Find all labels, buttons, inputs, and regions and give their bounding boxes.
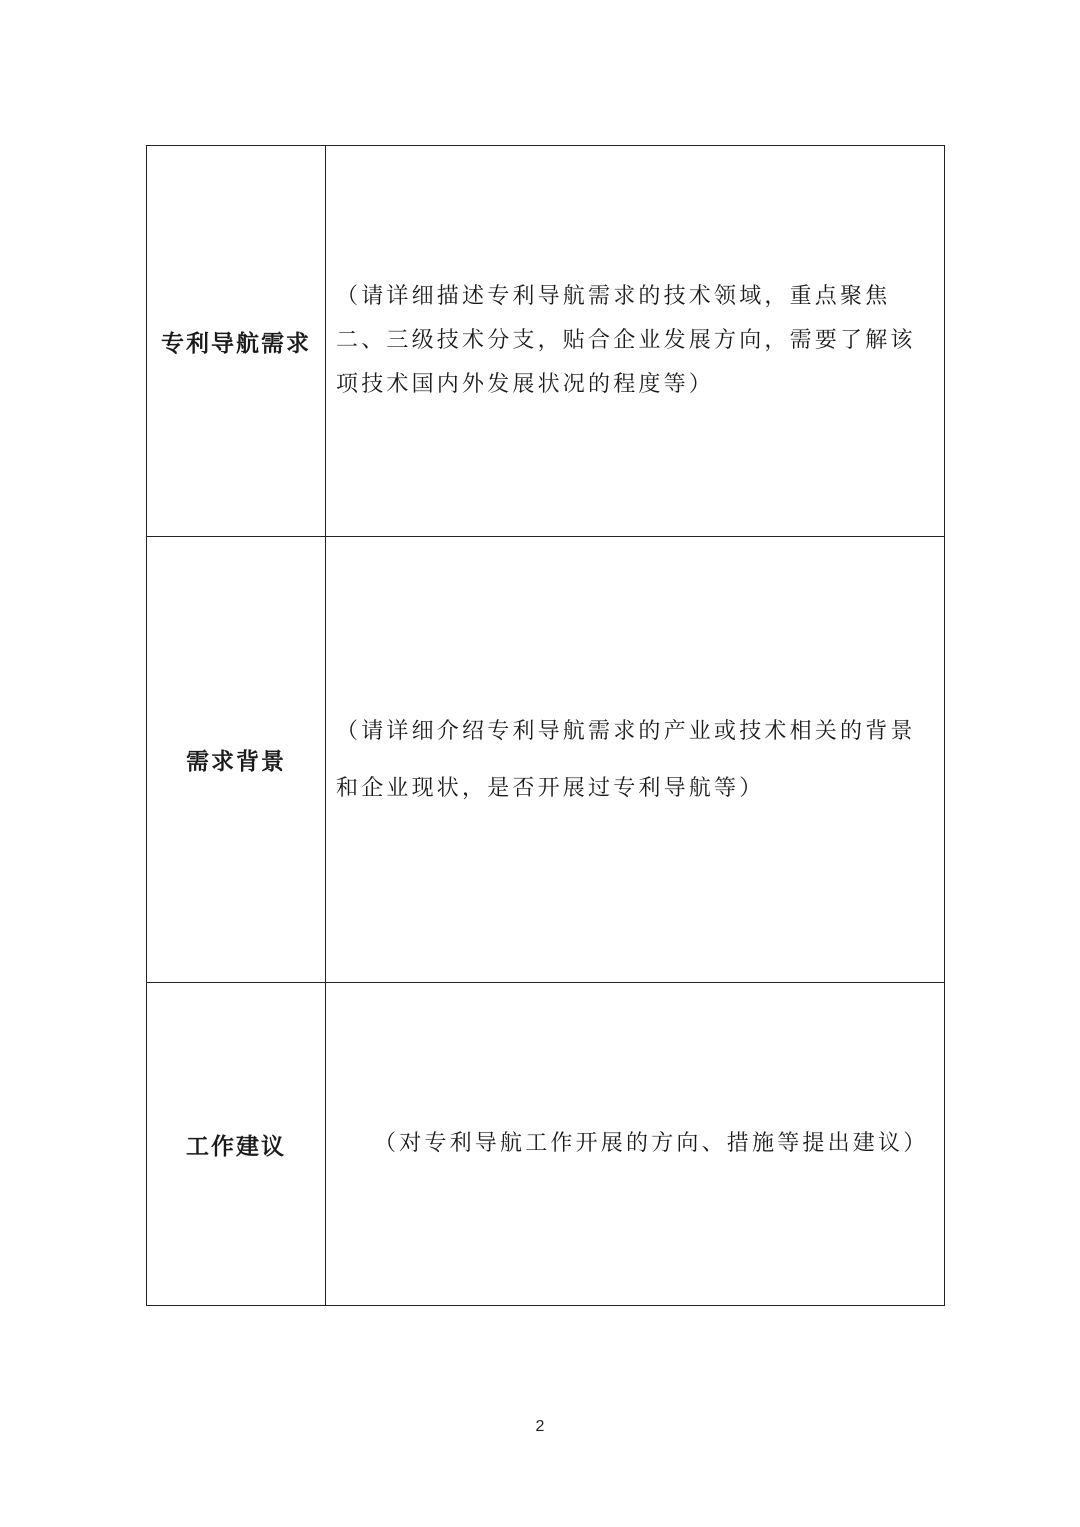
table-row <box>147 537 945 983</box>
row-content: （请详细描述专利导航需求的技术领域，重点聚焦二、三级技术分支，贴合企业发展方向，需要了解该项技术国内外发展状况的程度等） <box>326 146 945 537</box>
row-label: 工作建议 <box>147 983 326 1306</box>
row-label: 专利导航需求 <box>147 146 326 537</box>
row-label: 需求背景 <box>147 537 326 983</box>
table-row <box>147 983 945 1306</box>
row-content: （对专利导航工作开展的方向、措施等提出建议） <box>326 983 945 1306</box>
table-row <box>147 146 945 537</box>
row-content: （请详细介绍专利导航需求的产业或技术相关的背景和企业现状，是否开展过专利导航等） <box>326 537 945 983</box>
form-table <box>146 145 945 1306</box>
page-number: 2 <box>535 1418 545 1435</box>
